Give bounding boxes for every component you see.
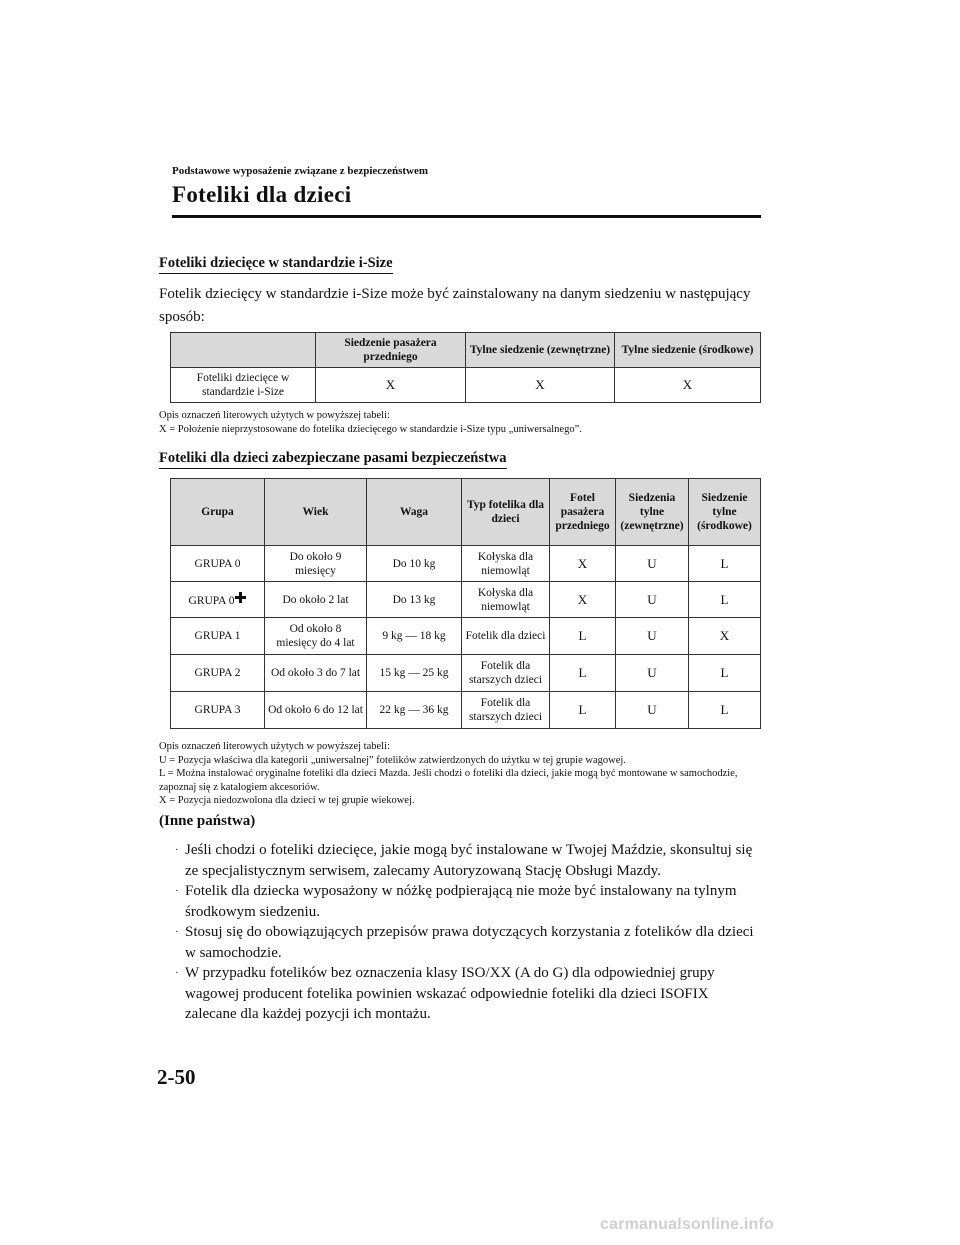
chapter-title: Foteliki dla dzieci [172, 182, 352, 207]
section-heading-belts: Foteliki dla dzieci zabezpieczane pasami bezpieczeństwa [159, 450, 507, 469]
isize-notes [159, 409, 769, 436]
note-line: X = Położenie nieprzystosowane do fotelika dziecięcego w standardzie i-Size typu „uniwersalnego”. [159, 423, 582, 435]
table-row [171, 546, 761, 582]
type-cell: Fotelik dla starszych dzieci [462, 692, 550, 729]
section-heading-isize: Foteliki dziecięce w standardzie i-Size [159, 255, 393, 274]
weight-cell: Do 13 kg [367, 582, 462, 618]
front-cell: X [550, 582, 616, 618]
note-line: X = Pozycja niedozwolona dla dzieci w tej grupie wiekowej. [159, 795, 415, 806]
list-item [159, 963, 759, 1025]
rear-center-cell: L [689, 546, 761, 582]
type-cell: Fotelik dla starszych dzieci [462, 655, 550, 692]
age-cell: Od około 6 do 12 lat [265, 692, 367, 729]
rear-center-cell: L [689, 692, 761, 729]
table-row [171, 582, 761, 618]
isize-intro: Fotelik dziecięcy w standardzie i-Size może być zainstalowany na danym siedzeniu w następujący sposób: [159, 286, 751, 325]
table-row [171, 655, 761, 692]
plus-icon [235, 592, 246, 603]
isize-col-header: Tylne siedzenie (środkowe) [615, 333, 761, 368]
title-rule [172, 215, 761, 218]
running-head: Podstawowe wyposażenie związane z bezpieczeństwem [172, 165, 428, 177]
type-cell: Fotelik dla dzieci [462, 618, 550, 655]
bullet-icon: · [175, 926, 179, 938]
group-label: GRUPA 0 [188, 594, 235, 607]
belts-col-header: Siedzenie tylne (środkowe) [689, 479, 761, 546]
rear-outer-cell: U [616, 546, 689, 582]
age-cell: Do około 9 miesięcy [265, 546, 367, 582]
other-countries-heading: (Inne państwa) [159, 813, 256, 829]
belts-col-header: Fotel pasażera przedniego [550, 479, 616, 546]
isize-col-header: Tylne siedzenie (zewnętrzne) [466, 333, 615, 368]
bullet-icon: · [175, 844, 179, 856]
list-item [159, 881, 759, 922]
belts-col-header: Waga [367, 479, 462, 546]
watermark: carmanualsonline.info [600, 1216, 775, 1233]
list-item-text: Jeśli chodzi o foteliki dziecięce, jakie mogą być instalowane w Twojej Maździe, skonsultuj się ze specjalistycznym serwisem, zalecamy Autoryzowaną Stację Obsługi Mazdy. [185, 842, 753, 879]
rear-center-cell: L [689, 655, 761, 692]
group-cell: GRUPA 1 [171, 618, 265, 655]
age-cell: Do około 2 lat [265, 582, 367, 618]
weight-cell: 22 kg — 36 kg [367, 692, 462, 729]
type-cell: Kołyska dla niemowląt [462, 582, 550, 618]
belts-table [170, 478, 761, 729]
note-line: L = Można instalować oryginalne foteliki dla dzieci Mazda. Jeśli chodzi o foteliki dla dzieci, jakie mogą być montowane w samochodzie, zapoznaj się z katalogiem akcesoriów. [159, 768, 738, 793]
belts-notes [159, 740, 769, 808]
belts-col-header: Siedzenia tylne (zewnętrzne) [616, 479, 689, 546]
note-line: Opis oznaczeń literowych użytych w powyższej tabeli: [159, 741, 390, 752]
isize-table [170, 332, 761, 403]
table-row [171, 618, 761, 655]
list-item [159, 840, 759, 881]
weight-cell: 15 kg — 25 kg [367, 655, 462, 692]
isize-corner-cell [171, 333, 316, 368]
rear-outer-cell: U [616, 582, 689, 618]
isize-cell: X [316, 368, 466, 403]
belts-col-header: Grupa [171, 479, 265, 546]
weight-cell: Do 10 kg [367, 546, 462, 582]
other-countries-list [159, 840, 759, 1025]
belts-col-header: Wiek [265, 479, 367, 546]
rear-center-cell: X [689, 618, 761, 655]
rear-outer-cell: U [616, 655, 689, 692]
isize-cell: X [466, 368, 615, 403]
list-item-text: W przypadku fotelików bez oznaczenia klasy ISO/XX (A do G) dla odpowiedniej grupy wagowej producent fotelika powinien wskazać odpowiednie foteliki dla dzieci ISOFIX zalecane dla każdej pozycji ich montażu. [185, 965, 715, 1022]
group-cell: GRUPA 2 [171, 655, 265, 692]
bullet-icon: · [175, 885, 179, 897]
isize-row-label: Foteliki dziecięce w standardzie i-Size [171, 368, 316, 403]
type-cell: Kołyska dla niemowląt [462, 546, 550, 582]
isize-col-header: Siedzenie pasażera przedniego [316, 333, 466, 368]
front-cell: L [550, 692, 616, 729]
weight-cell: 9 kg — 18 kg [367, 618, 462, 655]
rear-outer-cell: U [616, 692, 689, 729]
belts-col-header: Typ fotelika dla dzieci [462, 479, 550, 546]
front-cell: L [550, 655, 616, 692]
front-cell: X [550, 546, 616, 582]
age-cell: Od około 3 do 7 lat [265, 655, 367, 692]
group-cell [171, 582, 265, 618]
isize-cell: X [615, 368, 761, 403]
group-cell: GRUPA 0 [171, 546, 265, 582]
list-item-text: Fotelik dla dziecka wyposażony w nóżkę podpierającą nie może być instalowany na tylnym środkowym siedzeniu. [185, 883, 737, 920]
note-line: Opis oznaczeń literowych użytych w powyższej tabeli: [159, 410, 390, 421]
list-item [159, 922, 759, 963]
age-cell: Od około 8 miesięcy do 4 lat [265, 618, 367, 655]
table-row [171, 692, 761, 729]
rear-center-cell: L [689, 582, 761, 618]
note-line: U = Pozycja właściwa dla kategorii „uniwersalnej” fotelików zatwierdzonych do użytku w tej grupie wagowej. [159, 754, 626, 766]
front-cell: L [550, 618, 616, 655]
group-cell: GRUPA 3 [171, 692, 265, 729]
rear-outer-cell: U [616, 618, 689, 655]
page-number: 2-50 [157, 1065, 196, 1089]
bullet-icon: · [175, 967, 179, 979]
list-item-text: Stosuj się do obowiązujących przepisów prawa dotyczących korzystania z fotelików dla dzieci w samochodzie. [185, 924, 754, 961]
